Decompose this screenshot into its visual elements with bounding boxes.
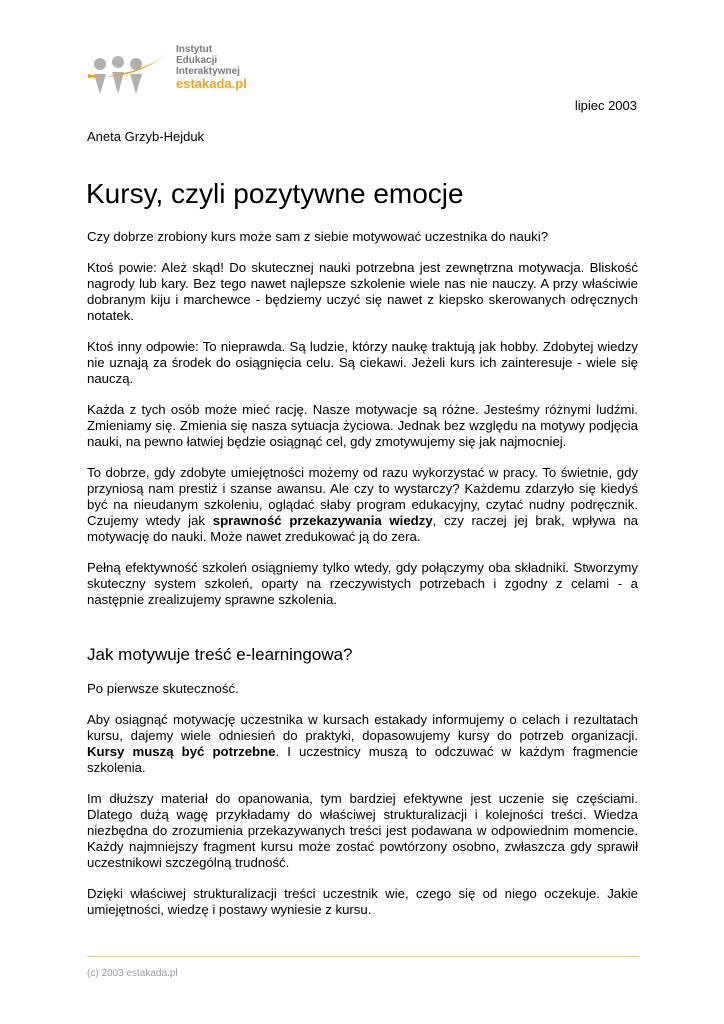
logo-text — [176, 44, 247, 91]
footer-copyright: (c) 2003 estakada.pl — [87, 968, 178, 979]
paragraph: Dzięki właściwej strukturalizacji treści uczestnik wie, czego się od niego oczekuje. Jakie umiejętności, wiedzę i postawy wyniesie z kursu. — [87, 886, 638, 917]
three-people-logo-icon — [86, 50, 172, 94]
document-date: lipiec 2003 — [574, 98, 637, 113]
section-heading: Jak motywuje treść e-learningowa? — [87, 645, 353, 664]
paragraph-text: Aby osiągnąć motywację uczestnika w kursach estakady informujemy o celach i rezultatach kursu, dajemy wiele odniesień do praktyki, dopasowujemy kursy do potrzeb organizacji. — [87, 712, 638, 743]
paragraph: Czy dobrze zrobiony kurs może sam z siebie motywować uczestnika do nauki? — [87, 229, 549, 244]
footer-divider — [87, 956, 639, 957]
emphasis: sprawność przekazywania wiedzy — [212, 513, 433, 528]
logo-line-2: Edukacji — [176, 55, 218, 66]
author-name: Aneta Grzyb-Hejduk — [87, 129, 205, 144]
page-title: Kursy, czyli pozytywne emocje — [86, 178, 464, 209]
paragraph: Im dłuższy materiał do opanowania, tym bardziej efektywne jest uczenie się częściami. Dlatego dużą wagę przykładamy do właściwej strukturalizacji i kolejności treści. Wiedza niezbędna do zrozumienia przekazywanych treści jest podawana w odpowiednim momencie. Każdy najmniejszy fragment kursu może zostać powtórzony osobno, zwłaszcza gdy sprawił uczestnikowi szczególną trudność. — [87, 791, 638, 870]
paragraph-text: To dobrze, gdy zdobyte umiejętności możemy od razu wykorzystać w pracy. To świetnie, gdy przyniosą nam prestiż i szanse awansu. Ale czy to wystarczy? Każdemu zdarzyło się kiedyś być na nieudanym szkoleniu, oglądać słaby program edukacyjny, czytać nudny podręcznik. Czujemy wtedy jak — [87, 465, 638, 528]
paragraph: Każda z tych osób może mieć rację. Nasze motywacje są różne. Jesteśmy różnymi ludźmi. Zmieniamy się. Zmienia się nasza sytuacja życiowa. Jednak bez względu na motywy podjęcia nauki, na pewno łatwiej będzie osiągnąć cel, gdy zmotywujemy się jak najmocniej. — [87, 402, 638, 449]
paragraph: Ktoś inny odpowie: To nieprawda. Są ludzie, którzy naukę traktują jak hobby. Zdobytej wiedzy nie uznają za środek do osiągnięcia celu. Są ciekawi. Jeżeli kurs ich zainteresuje - wiele się nauczą. — [87, 339, 638, 386]
logo-line-3: Interaktywnej — [176, 66, 240, 77]
paragraph — [87, 712, 638, 776]
paragraph — [87, 465, 638, 545]
article-body — [87, 229, 638, 933]
paragraph: Pełną efektywność szkoleń osiągniemy tylko wtedy, gdy połączymy oba składniki. Stworzymy skuteczny system szkoleń, oparty na rzeczywistych potrzebach i zgodny z celami - a następnie zrealizujemy sprawne szkolenia. — [87, 560, 638, 607]
paragraph-text: . I uczestnicy muszą to odczuwać w każdym fragmencie szkolenia. — [87, 744, 638, 775]
paragraph: Ktoś powie: Ależ skąd! Do skutecznej nauki potrzebna jest zewnętrzna motywacja. Bliskość nagrody lub kary. Bez tego nawet najlepsze szkolenie wiele nas nie nauczy. A przy właściwie dobranym kiju i marchewce - będziemy uczyć się nawet z kiepsko skerowanych odręcznych notatek. — [87, 260, 638, 323]
logo-brand: estakada.pl — [176, 76, 247, 91]
paragraph-text: , czy raczej jej brak, wpływa na motywację do nauki. Może nawet zredukować ją do zera. — [87, 513, 638, 544]
logo — [86, 44, 256, 100]
logo-line-1: Instytut — [176, 44, 213, 55]
paragraph: Po pierwsze skuteczność. — [87, 681, 239, 696]
emphasis: Kursy muszą być potrzebne — [87, 744, 276, 759]
